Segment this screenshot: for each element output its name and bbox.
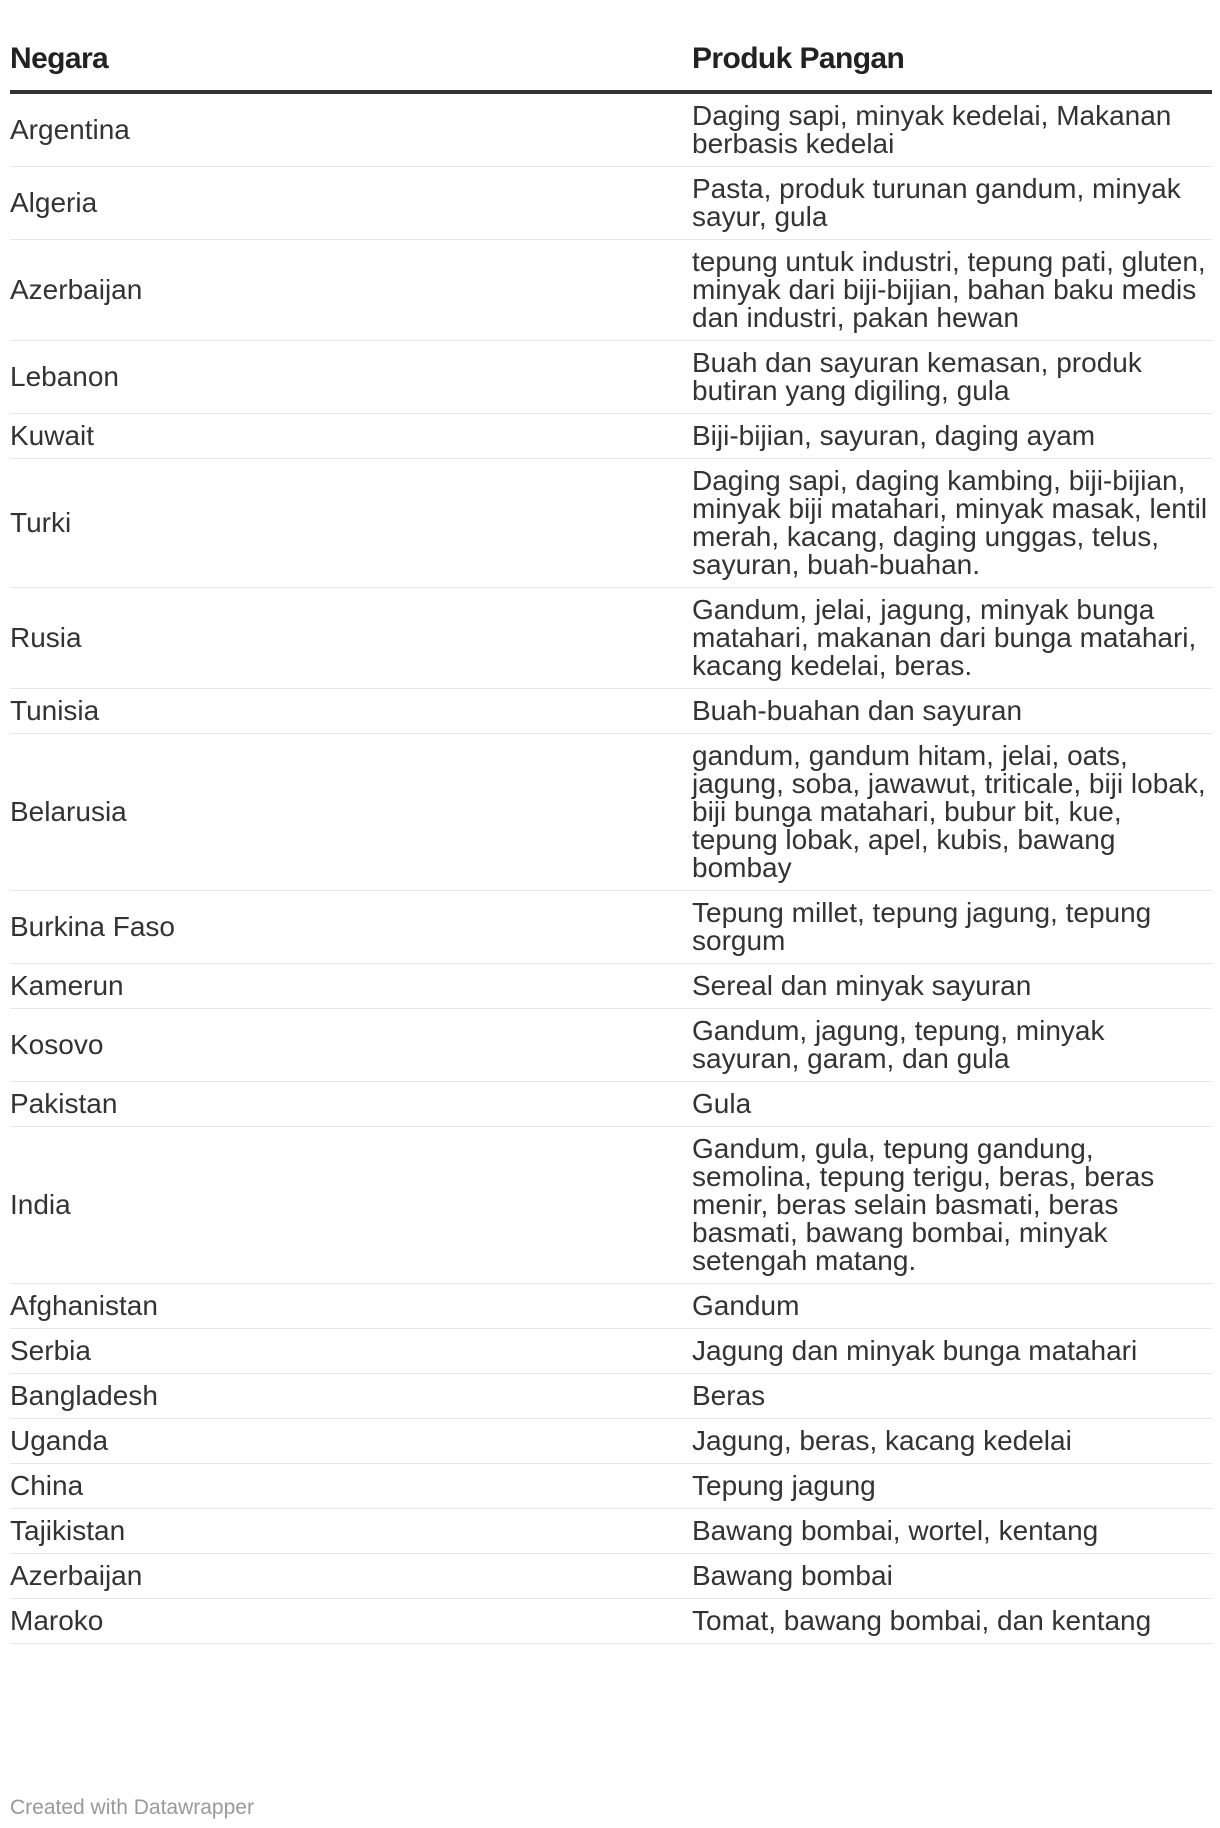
country-cell: Rusia [10,588,692,689]
country-cell: Lebanon [10,341,692,414]
country-cell: Algeria [10,167,692,240]
table-row [10,1419,1212,1464]
products-cell: Daging sapi, minyak kedelai, Makanan berbasis kedelai [692,92,1212,167]
country-cell: Turki [10,459,692,588]
products-cell: Jagung dan minyak bunga matahari [692,1329,1212,1374]
products-cell: Tepung jagung [692,1464,1212,1509]
table-row [10,1082,1212,1127]
products-cell: Tomat, bawang bombai, dan kentang [692,1599,1212,1644]
table-row [10,92,1212,167]
datawrapper-credit[interactable]: Created with Datawrapper [10,1796,254,1819]
country-cell: Belarusia [10,734,692,891]
country-cell: Afghanistan [10,1284,692,1329]
table-row [10,1374,1212,1419]
table-row [10,1509,1212,1554]
table-row [10,1127,1212,1284]
table-row [10,588,1212,689]
products-cell: Bawang bombai, wortel, kentang [692,1509,1212,1554]
table-body [10,92,1212,1644]
products-cell: Gandum, jelai, jagung, minyak bunga matahari, makanan dari bunga matahari, kacang kedelai, beras. [692,588,1212,689]
header-row [10,27,1212,92]
country-cell: Uganda [10,1419,692,1464]
country-cell: Azerbaijan [10,240,692,341]
country-cell: China [10,1464,692,1509]
table-row [10,1554,1212,1599]
column-header-country[interactable]: Negara [10,27,692,92]
products-cell: gandum, gandum hitam, jelai, oats, jagung, soba, jawawut, triticale, biji lobak, biji bunga matahari, bubur bit, kue, tepung lobak, apel, kubis, bawang bombay [692,734,1212,891]
products-cell: Biji-bijian, sayuran, daging ayam [692,414,1212,459]
table-row [10,1464,1212,1509]
products-cell: Pasta, produk turunan gandum, minyak sayur, gula [692,167,1212,240]
products-cell: Beras [692,1374,1212,1419]
table-row [10,689,1212,734]
food-products-table [10,27,1212,1644]
country-cell: Burkina Faso [10,891,692,964]
products-cell: Buah-buahan dan sayuran [692,689,1212,734]
country-cell: Serbia [10,1329,692,1374]
table-row [10,891,1212,964]
table-row [10,964,1212,1009]
country-cell: Maroko [10,1599,692,1644]
products-cell: Jagung, beras, kacang kedelai [692,1419,1212,1464]
country-cell: Kuwait [10,414,692,459]
products-cell: Buah dan sayuran kemasan, produk butiran yang digiling, gula [692,341,1212,414]
table-row [10,1009,1212,1082]
products-cell: tepung untuk industri, tepung pati, gluten, minyak dari biji-bijian, bahan baku medis dan industri, pakan hewan [692,240,1212,341]
table-row [10,167,1212,240]
products-cell: Gandum, jagung, tepung, minyak sayuran, garam, dan gula [692,1009,1212,1082]
products-cell: Sereal dan minyak sayuran [692,964,1212,1009]
column-header-products[interactable]: Produk Pangan [692,27,1212,92]
country-cell: Pakistan [10,1082,692,1127]
table-row [10,414,1212,459]
products-cell: Daging sapi, daging kambing, biji-bijian, minyak biji matahari, minyak masak, lentil merah, kacang, daging unggas, telus, sayuran, buah-buahan. [692,459,1212,588]
table-row [10,240,1212,341]
country-cell: Argentina [10,92,692,167]
country-cell: Azerbaijan [10,1554,692,1599]
products-cell: Tepung millet, tepung jagung, tepung sorgum [692,891,1212,964]
country-cell: Kosovo [10,1009,692,1082]
table-row [10,734,1212,891]
products-cell: Gula [692,1082,1212,1127]
table-row [10,1329,1212,1374]
products-cell: Gandum, gula, tepung gandung, semolina, tepung terigu, beras, beras menir, beras selain basmati, beras basmati, bawang bombai, minyak setengah matang. [692,1127,1212,1284]
country-cell: Bangladesh [10,1374,692,1419]
country-cell: Tunisia [10,689,692,734]
table-row [10,459,1212,588]
country-cell: Kamerun [10,964,692,1009]
products-cell: Gandum [692,1284,1212,1329]
table-row [10,1599,1212,1644]
table-row [10,1284,1212,1329]
country-cell: Tajikistan [10,1509,692,1554]
country-cell: India [10,1127,692,1284]
products-cell: Bawang bombai [692,1554,1212,1599]
table-header [10,27,1212,92]
table-row [10,341,1212,414]
